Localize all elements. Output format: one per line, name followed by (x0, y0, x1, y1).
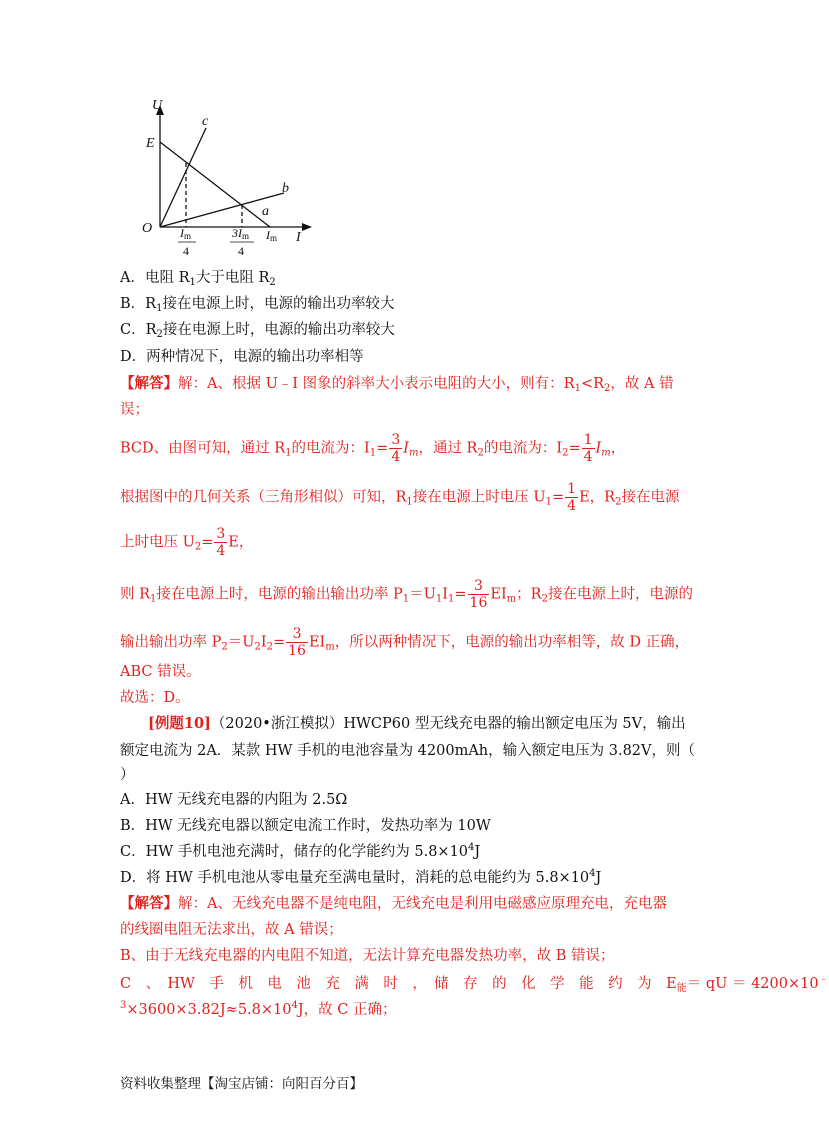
x1-den: 4 (183, 244, 189, 258)
q9-option-c: C．$R_2$接在电源上时，电源的输出功率较大 (120, 322, 395, 340)
q10-line-1: [例题10]（2020•浙江模拟）HWCP60 型无线充电器的输出额定电压为 5V，输出 (148, 715, 686, 732)
x3-sub: m (270, 233, 278, 243)
q10-option-c: C．HW 手机电池充满时，储存的化学能约为 $5.8\times 10^4J$ (120, 842, 481, 860)
footer-source: 资料收集整理【淘宝店铺：向阳百分百】 (120, 1076, 363, 1092)
q9-option-a: A．电阻 $R_1$大于电阻 $R_2$ (120, 270, 276, 288)
ans9-line-6: 则 $R_1$接在电源上时，电源的输出输出功率 $P_1=U_1I_1=$ $\frac{3}{16}$ $EI_m$；$R_2$接在电源上时，电源的 (120, 578, 693, 611)
svg-text:3Im (231, 226, 249, 241)
b-label: b (282, 181, 289, 196)
x2-num: 3I (232, 226, 242, 240)
ans9-line-8: ABC 错误。 (120, 664, 201, 680)
svg-text:Im (179, 226, 191, 241)
svg-text:Im (265, 228, 277, 243)
u-axis-label: U (152, 98, 163, 113)
c-label: c (202, 114, 209, 129)
a-label: a (262, 204, 269, 219)
u-i-graph (138, 95, 318, 260)
q10-option-b: B．HW 无线充电器以额定电流工作时，发热功率为 10W (120, 818, 491, 834)
line-a (160, 142, 270, 227)
q9-option-b: B．$R_1$接在电源上时，电源的输出功率较大 (120, 296, 395, 314)
x-axis-arrow (302, 223, 312, 231)
q10-line-2: 额定电流为 2A．某款 HW 手机的电池容量为 4200mAh，输入额定电压为 3.82V，则（ (120, 743, 696, 759)
q10-option-a: A．HW 无线充电器的内阻为 2.5Ω (120, 792, 348, 808)
ans10-line-1: 【解答】解：A、无线充电器不是纯电阻，无线充电是利用电磁感应原理充电，充电器 (120, 895, 667, 912)
line-c (160, 128, 206, 227)
x2-den: 4 (238, 244, 244, 258)
ans10-line-3: B、由于无线充电器的内电阻不知道，无法计算充电器发热功率，故 B 错误； (120, 948, 615, 964)
ans9-line-3: BCD、由图可知，通过 $R_1$的电流为：$I_1=$ $\frac{3}{4}$ $I_m$，通过 $R_2$的电流为：$I_2=$ $\frac{1}{4}$ $I_m$， (120, 432, 626, 465)
x3-label: I (266, 228, 270, 242)
ans10-line-5: $^3\times 3600\times 3.82J\approx 5.8\times 10^4J$，故 C 正确； (120, 1000, 397, 1018)
ans9-line-7: 输出输出功率 $P_2=U_2I_2=$ $\frac{3}{16}$ $EI_m$，所以两种情况下，电源的输出功率相等，故 D 正确， (120, 626, 690, 659)
x1-sub: m (184, 231, 192, 241)
x2-sub: m (242, 231, 250, 241)
ans10-line-4: C 、 HW 手 机 电 池 充 满 时 ， 储 存 的 化 学 能 约 为 $E_能=$ qU ＝ 4200×10﹣ (120, 974, 829, 994)
q10-line-3: ） (120, 767, 135, 783)
q10-tag: [例题10] (148, 715, 211, 732)
ans9-line-5: 上时电压 $U_2=$ $\frac{3}{4}$ E， (120, 526, 254, 559)
q10-option-d: D．将 HW 手机电池从零电量充至满电量时，消耗的总电能约为 $5.8\times 10^4J$ (120, 868, 602, 886)
o-label: O (142, 221, 153, 236)
ans9-line-1: 【解答】解：A、根据 U﹣I 图象的斜率大小表示电阻的大小，则有：$R_1<R_2$，故 A 错 (120, 375, 674, 394)
q9-option-d: D．两种情况下，电源的输出功率相等 (120, 349, 364, 365)
ans9-line-4: 根据图中的几何关系（三角形相似）可知，$R_1$接在电源上时电压 $U_1=$ $\frac{1}{4}$ E，$R_2$接在电源 (120, 481, 680, 514)
ans9-choice: 故选：D。 (120, 690, 190, 706)
e-label: E (146, 136, 155, 151)
x1-num: I (180, 226, 184, 240)
i-axis-label: I (296, 230, 301, 245)
ans10-line-2: 的线圈电阻无法求出，故 A 错误； (120, 922, 343, 938)
ans9-line-2: 误； (120, 402, 149, 418)
